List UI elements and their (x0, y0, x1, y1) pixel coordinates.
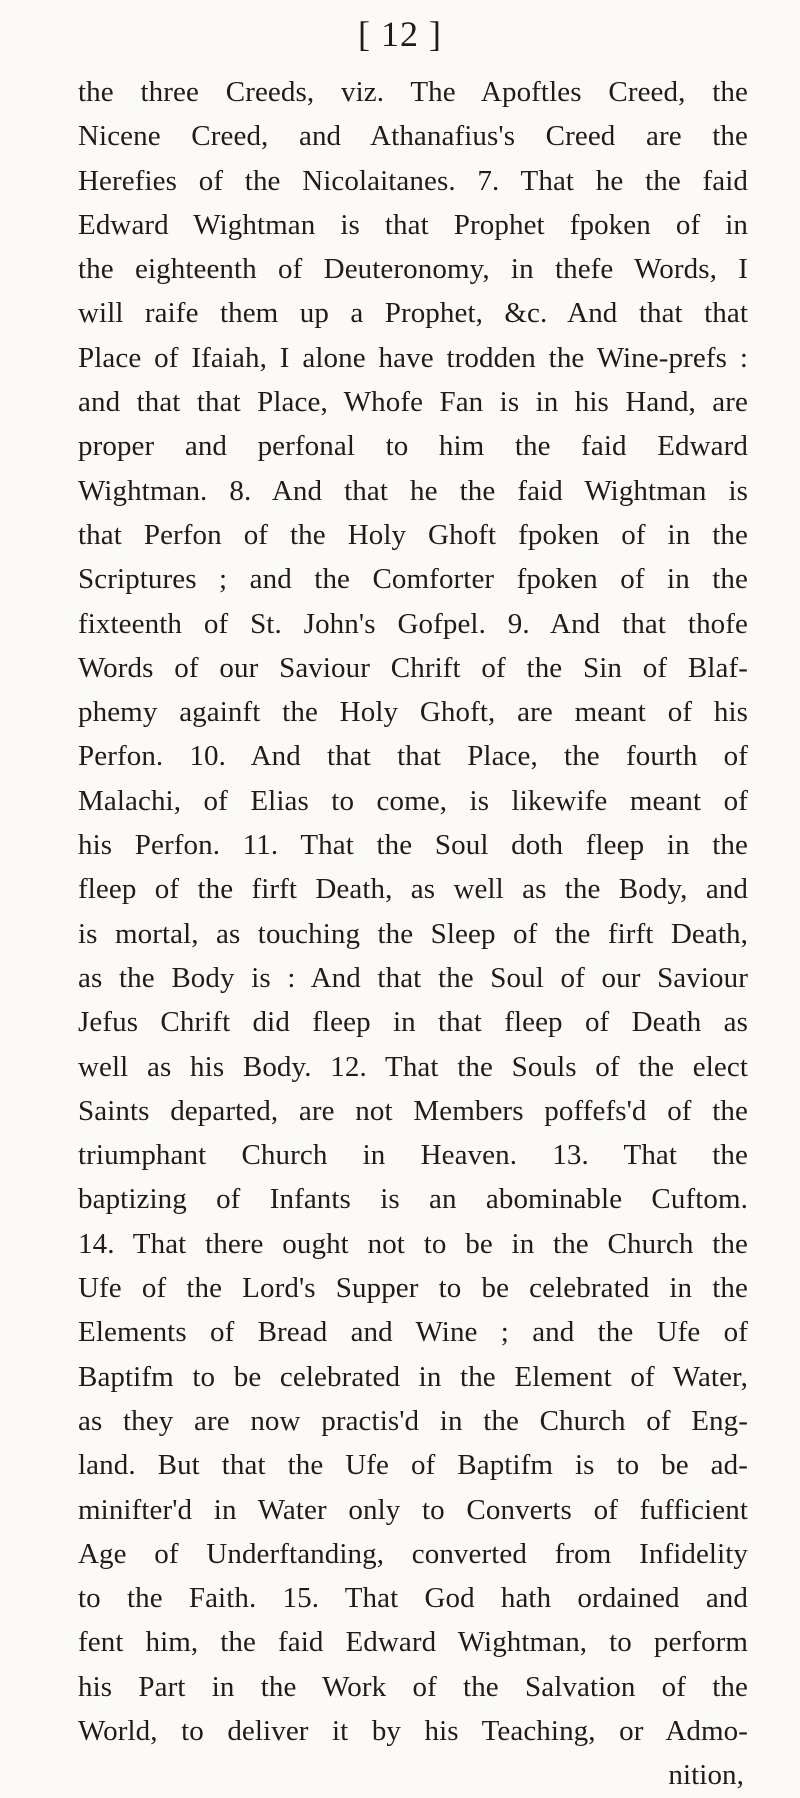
text-line: well as his Body. 12. That the Souls of the elect (78, 1050, 748, 1083)
text-line: that Perfon of the Holy Ghoft fpoken of in the (78, 518, 748, 551)
text-line: his Perfon. 11. That the Soul doth fleep in the (78, 829, 748, 862)
text-line: fleep of the firft Death, as well as the Body, and (78, 873, 748, 906)
text-line: land. But that the Ufe of Baptifm is to be ad- (78, 1449, 748, 1482)
text-line: fent him, the faid Edward Wightman, to perform (78, 1626, 748, 1659)
text-line: is mortal, as touching the Sleep of the firft Death, (78, 917, 748, 950)
text-line: as the Body is : And that the Soul of our Saviour (78, 961, 748, 994)
text-line: as they are now practis'd in the Church of Eng- (78, 1404, 748, 1437)
text-line: Wightman. 8. And that he the faid Wightman is (78, 474, 748, 507)
text-line: will raife them up a Prophet, &c. And that that (78, 297, 748, 330)
text-line: Perfon. 10. And that that Place, the fourth of (78, 740, 748, 773)
text-line: Jefus Chrift did fleep in that fleep of Death as (78, 1006, 748, 1039)
text-line: Edward Wightman is that Prophet fpoken of in (78, 208, 748, 241)
text-line: phemy againft the Holy Ghoft, are meant of his (78, 696, 748, 729)
text-line: Baptifm to be celebrated in the Element of Water, (78, 1360, 748, 1393)
page-number: [ 12 ] (358, 14, 442, 54)
body-text (78, 70, 748, 1798)
text-line-catchword: nition, (668, 1759, 744, 1792)
text-line: Nicene Creed, and Athanafius's Creed are the (78, 120, 748, 153)
text-line: Ufe of the Lord's Supper to be celebrated in the (78, 1272, 748, 1305)
text-line: fixteenth of St. John's Gofpel. 9. And that thofe (78, 607, 748, 640)
text-line: minifter'd in Water only to Converts of fufficient (78, 1493, 748, 1526)
text-line: Words of our Saviour Chrift of the Sin of Blaf- (78, 651, 748, 684)
text-line: proper and perfonal to him the faid Edward (78, 430, 748, 463)
text-line: Herefies of the Nicolaitanes. 7. That he the faid (78, 164, 748, 197)
text-line: Malachi, of Elias to come, is likewife meant of (78, 784, 748, 817)
text-line: baptizing of Infants is an abominable Cuftom. (78, 1183, 748, 1216)
text-line: Saints departed, are not Members poffefs'd of the (78, 1094, 748, 1127)
text-line: Elements of Bread and Wine ; and the Ufe of (78, 1316, 748, 1349)
text-line: his Part in the Work of the Salvation of the (78, 1670, 748, 1703)
text-line: triumphant Church in Heaven. 13. That the (78, 1139, 748, 1172)
text-line: 14. That there ought not to be in the Church the (78, 1227, 748, 1260)
text-line: the three Creeds, viz. The Apoftles Creed, the (78, 76, 748, 108)
text-line: to the Faith. 15. That God hath ordained and (78, 1582, 748, 1615)
text-line: Age of Underftanding, converted from Infidelity (78, 1537, 748, 1570)
text-line: Scriptures ; and the Comforter fpoken of in the (78, 563, 748, 596)
text-line: Place of Ifaiah, I alone have trodden the Wine-prefs : (78, 341, 748, 374)
text-line: the eighteenth of Deuteronomy, in thefe Words, I (78, 253, 748, 286)
text-line: and that that Place, Whofe Fan is in his Hand, are (78, 386, 748, 419)
text-line: World, to deliver it by his Teaching, or Admo- (78, 1714, 748, 1747)
